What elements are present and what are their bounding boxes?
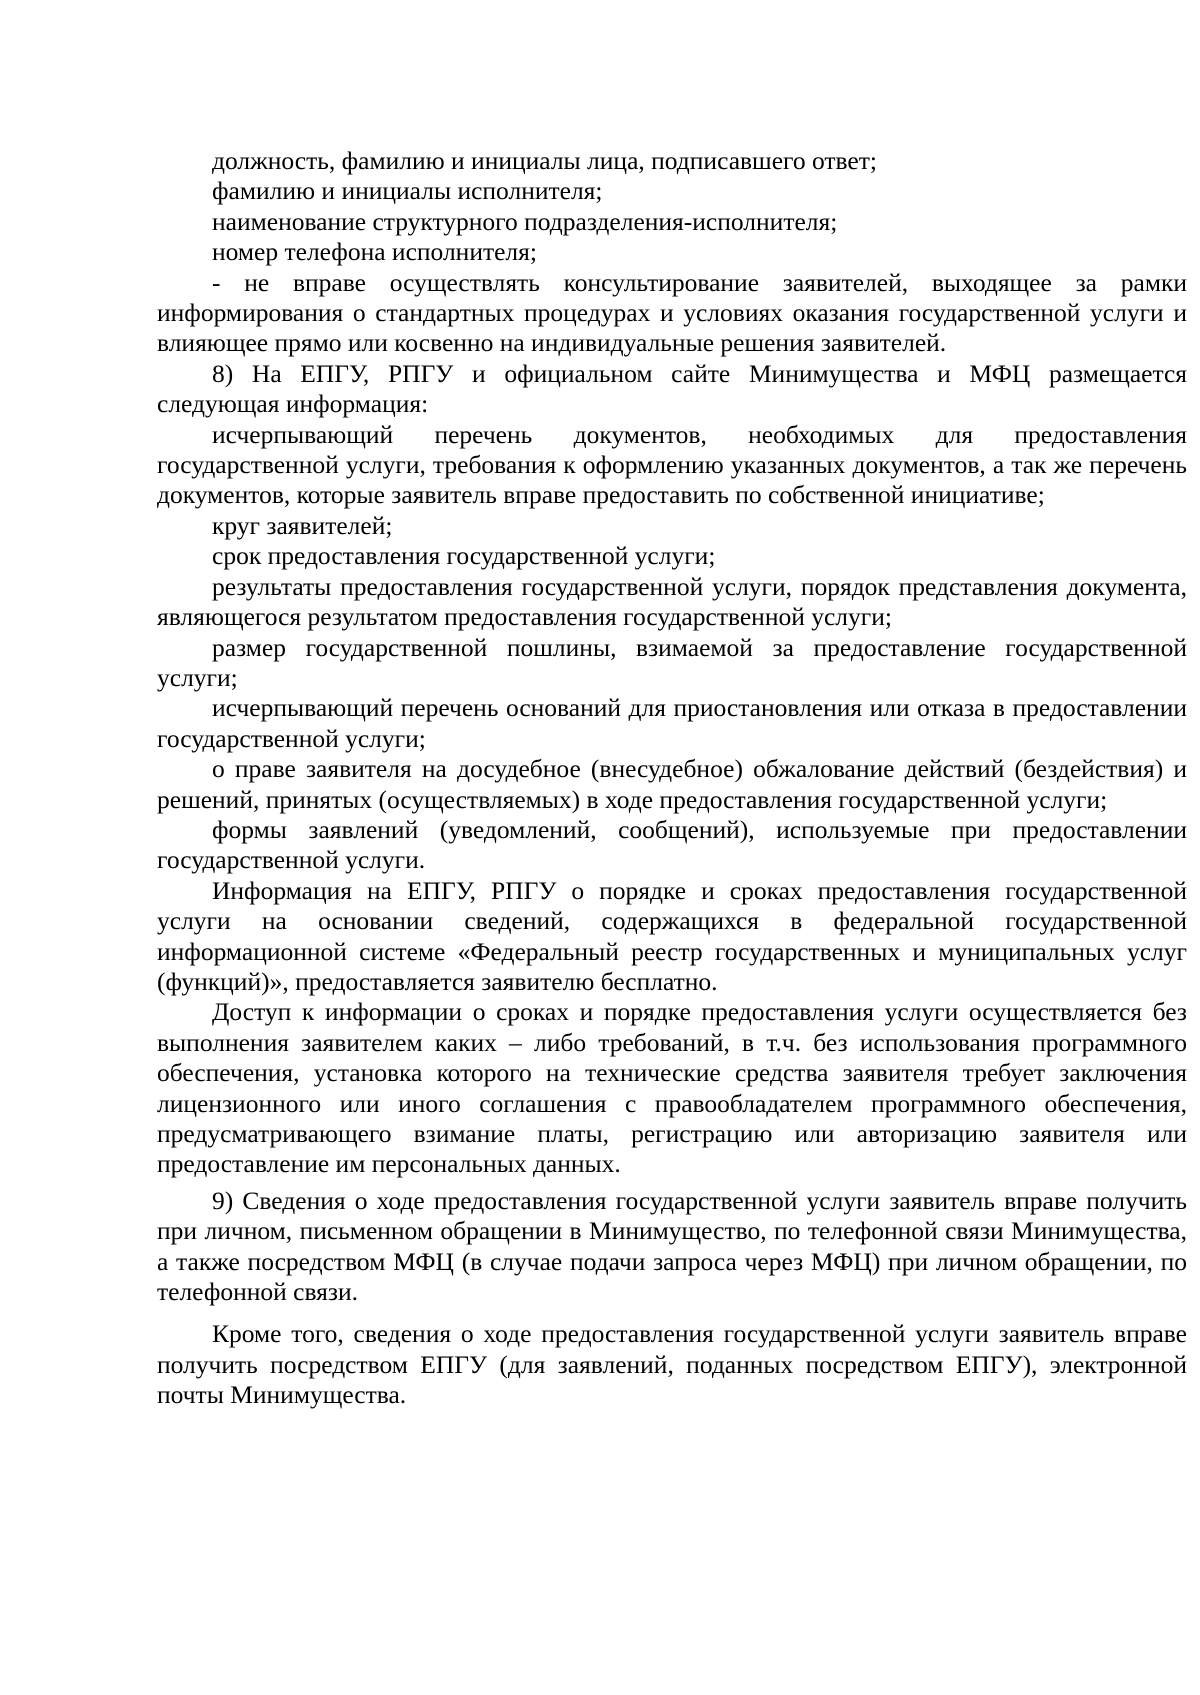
paragraph-service-term: срок предоставления государственной услуги;: [212, 541, 716, 571]
paragraph-free-information: Информация на ЕПГУ, РПГУ о порядке и сроках предоставления государственной услуги на основании сведений, содержащихся в федеральной государственной информационной системе «Федеральный реестр государственных и муниципальных услуг (функций)», предоставляется заявителю бесплатно.: [157, 875, 1187, 996]
paragraph-application-forms: формы заявлений (уведомлений, сообщений), используемые при предоставлении государственной услуги.: [157, 814, 1187, 875]
paragraph-executor-name: фамилию и инициалы исполнителя;: [212, 176, 603, 206]
document-body: [157, 146, 1187, 1411]
paragraph-applicants: круг заявителей;: [212, 510, 393, 540]
paragraph-item-8: 8) На ЕПГУ, РПГУ и официальном сайте Минимущества и МФЦ размещается следующая информация:: [157, 358, 1187, 419]
paragraph-refusal-grounds: исчерпывающий перечень оснований для приостановления или отказа в предоставлении государственной услуги;: [157, 693, 1187, 753]
paragraph-executor-unit: наименование структурного подразделения-исполнителя;: [212, 206, 838, 236]
paragraph-documents-list: исчерпывающий перечень документов, необходимых для предоставления государственной услуги, требования к оформлению указанных документов, а так же перечень документов, которые заявитель вправе предоставить по собственной инициативе;: [157, 419, 1187, 510]
paragraph-additional-info: Кроме того, сведения о ходе предоставления государственной услуги заявитель вправе получить посредством ЕПГУ (для заявлений, поданных посредством ЕПГУ), электронной почты Минимущества.: [157, 1319, 1187, 1410]
paragraph-consulting-restriction: - не вправе осуществлять консультирование заявителей, выходящее за рамки информирования о стандартных процедурах и условиях оказания государственной услуги и влияющее прямо или косвенно на индивидуальные решения заявителей.: [157, 267, 1187, 358]
paragraph-access-conditions: Доступ к информации о сроках и порядке предоставления услуги осуществляется без выполнения заявителем каких – либо требований, в т.ч. без использования программного обеспечения, установка которого на технические средства заявителя требует заключения лицензионного или иного соглашения с правообладателем программного обеспечения, предусматривающего взимание платы, регистрацию или авторизацию заявителя или предоставление им персональных данных.: [157, 997, 1187, 1179]
paragraph-executor-phone: номер телефона исполнителя;: [212, 237, 537, 267]
paragraph-signer-position: должность, фамилию и инициалы лица, подписавшего ответ;: [212, 146, 877, 175]
paragraph-state-duty: размер государственной пошлины, взимаемой за предоставление государственной услуги;: [157, 632, 1187, 692]
paragraph-appeal-right: о праве заявителя на досудебное (внесудебное) обжалование действий (бездействия) и решений, принятых (осуществляемых) в ходе предоставления государственной услуги;: [157, 754, 1187, 814]
paragraph-item-9: 9) Сведения о ходе предоставления государственной услуги заявитель вправе получить при личном, письменном обращении в Минимущество, по телефонной связи Минимущества, а также посредством МФЦ (в случае подачи запроса через МФЦ) при личном обращении, по телефонной связи.: [157, 1185, 1187, 1307]
paragraph-service-results: результаты предоставления государственной услуги, порядок представления документа, являющегося результатом предоставления государственной услуги;: [157, 571, 1187, 632]
